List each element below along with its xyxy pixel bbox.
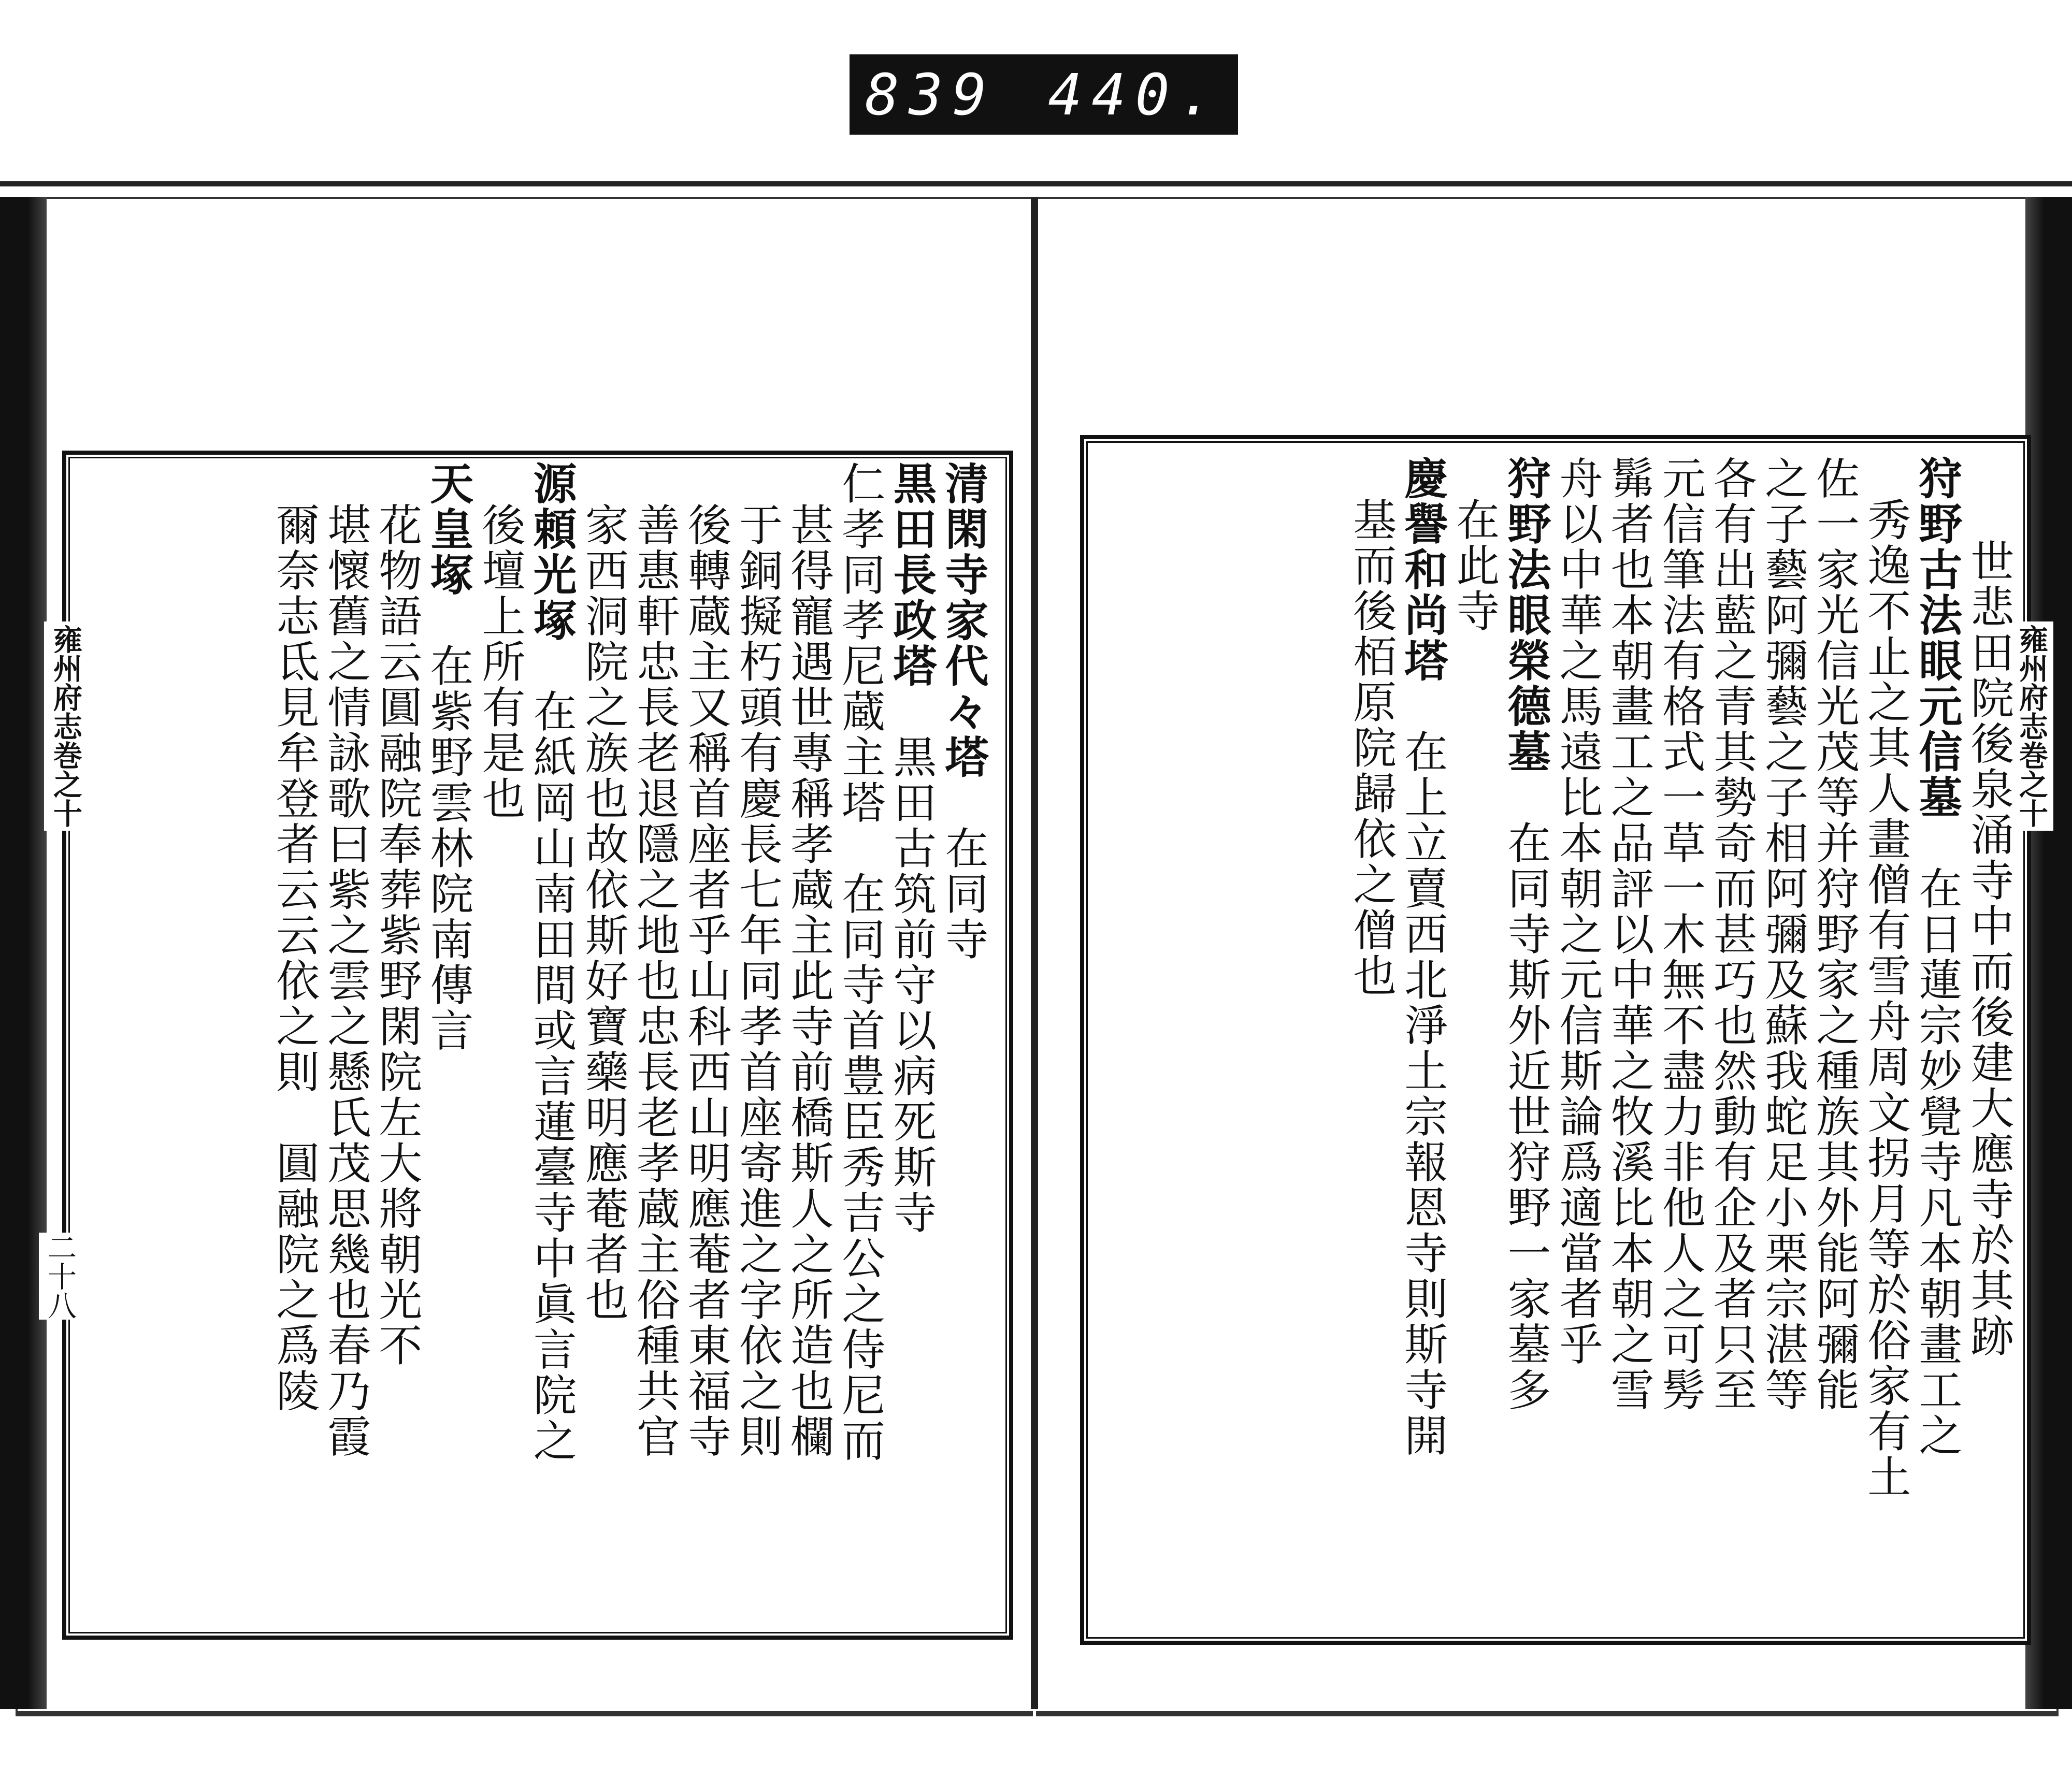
text-column: 甚得寵遇世專稱孝蔵主此寺前橋斯人之所造也欄: [783, 502, 834, 1459]
text-column: 天皇塚 在紫野雲林院南傳言: [423, 461, 474, 1053]
text-column: 源頼光塚 在紙岡山南田間或言蓮臺寺中眞言院之: [526, 461, 578, 1464]
left-page-text: [78, 461, 989, 1621]
left-running-title: 雍州府志巻之十: [44, 621, 88, 831]
right-running-title: 雍州府志巻之十: [2010, 621, 2053, 831]
catalog-number-right: 440.: [1048, 61, 1222, 128]
text-column: 元信筆法有格式一草一木無不盡力非他人之可髣: [1655, 456, 1706, 1413]
text-column: 堪懷舊之情詠歌曰紫之雲之懸氏茂思幾也春乃霞: [320, 502, 371, 1459]
text-column: 狩野法眼榮德墓 在同寺斯外近世狩野一家墓多: [1501, 456, 1552, 1413]
leaf-number: 二十八: [39, 1233, 80, 1320]
text-column: 基而後栢原院歸依之僧也: [1346, 497, 1397, 999]
text-column: 清閑寺家代々塔 在同寺: [938, 461, 989, 962]
text-column: 善惠軒忠長老退隱之地也忠長老孝蔵主俗種共官: [629, 502, 681, 1459]
text-column: 髴者也本朝畫工之品評以中華之牧溪比本朝之雪: [1604, 456, 1655, 1413]
text-column: 于銅擬朽頭有慶長七年同孝首座寄進之字依之則: [732, 502, 783, 1459]
right-page-text: [1093, 456, 2015, 1626]
text-column: 舟以中華之馬遠比本朝之元信斯論爲適當者乎: [1552, 456, 1604, 1367]
catalog-number-label: [850, 54, 1238, 135]
text-column: 世悲田院後泉涌寺中而後建大應寺於其跡: [1964, 539, 2015, 1359]
text-column: 黒田長政塔 黒田古筑前守以病死斯寺: [886, 461, 938, 1236]
book-edge-left: [0, 197, 47, 1709]
text-column: 秀逸不止之其人畫僧有雪舟周文拐月等於俗家有土: [1860, 497, 1911, 1500]
text-column: 狩野古法眼元信墓 在日蓮宗妙覺寺凡本朝畫工之: [1911, 456, 1963, 1458]
catalog-number-left: 839: [865, 61, 996, 128]
text-column: 佐一家光信光茂等并狩野家之種族其外能阿彌能: [1809, 456, 1860, 1413]
text-column: 後壇上所有是也: [475, 502, 526, 821]
text-column: 仁孝同孝尼蔵主塔 在同寺首豊臣秀吉公之侍尼而: [834, 461, 886, 1464]
text-column: 花物語云圓融院奉葬紫野閑院左大將朝光不: [371, 502, 423, 1368]
text-column: 在此寺: [1449, 497, 1500, 634]
text-column: 各有出藍之青其勢奇而甚巧也然動有企及者只至: [1706, 456, 1758, 1413]
page-gutter: [1031, 197, 1038, 1709]
text-column: 之子藝阿彌藝之子相阿彌及蘇我蛇足小栗宗湛等: [1758, 456, 1809, 1413]
scan-top-edge: [0, 181, 2072, 186]
text-column: 爾奈志氐見牟登者云云依之則 圓融院之爲陵: [269, 502, 320, 1414]
text-column: 後轉蔵主又稱首座者乎山科西山明應菴者東福寺: [681, 502, 732, 1459]
book-edge-right: [2025, 197, 2072, 1709]
text-column: 家西洞院之族也故依斯好寶藥明應菴者也: [578, 502, 629, 1323]
text-column: 慶譽和尚塔 在上立賣西北淨土宗報恩寺則斯寺開: [1397, 456, 1449, 1458]
